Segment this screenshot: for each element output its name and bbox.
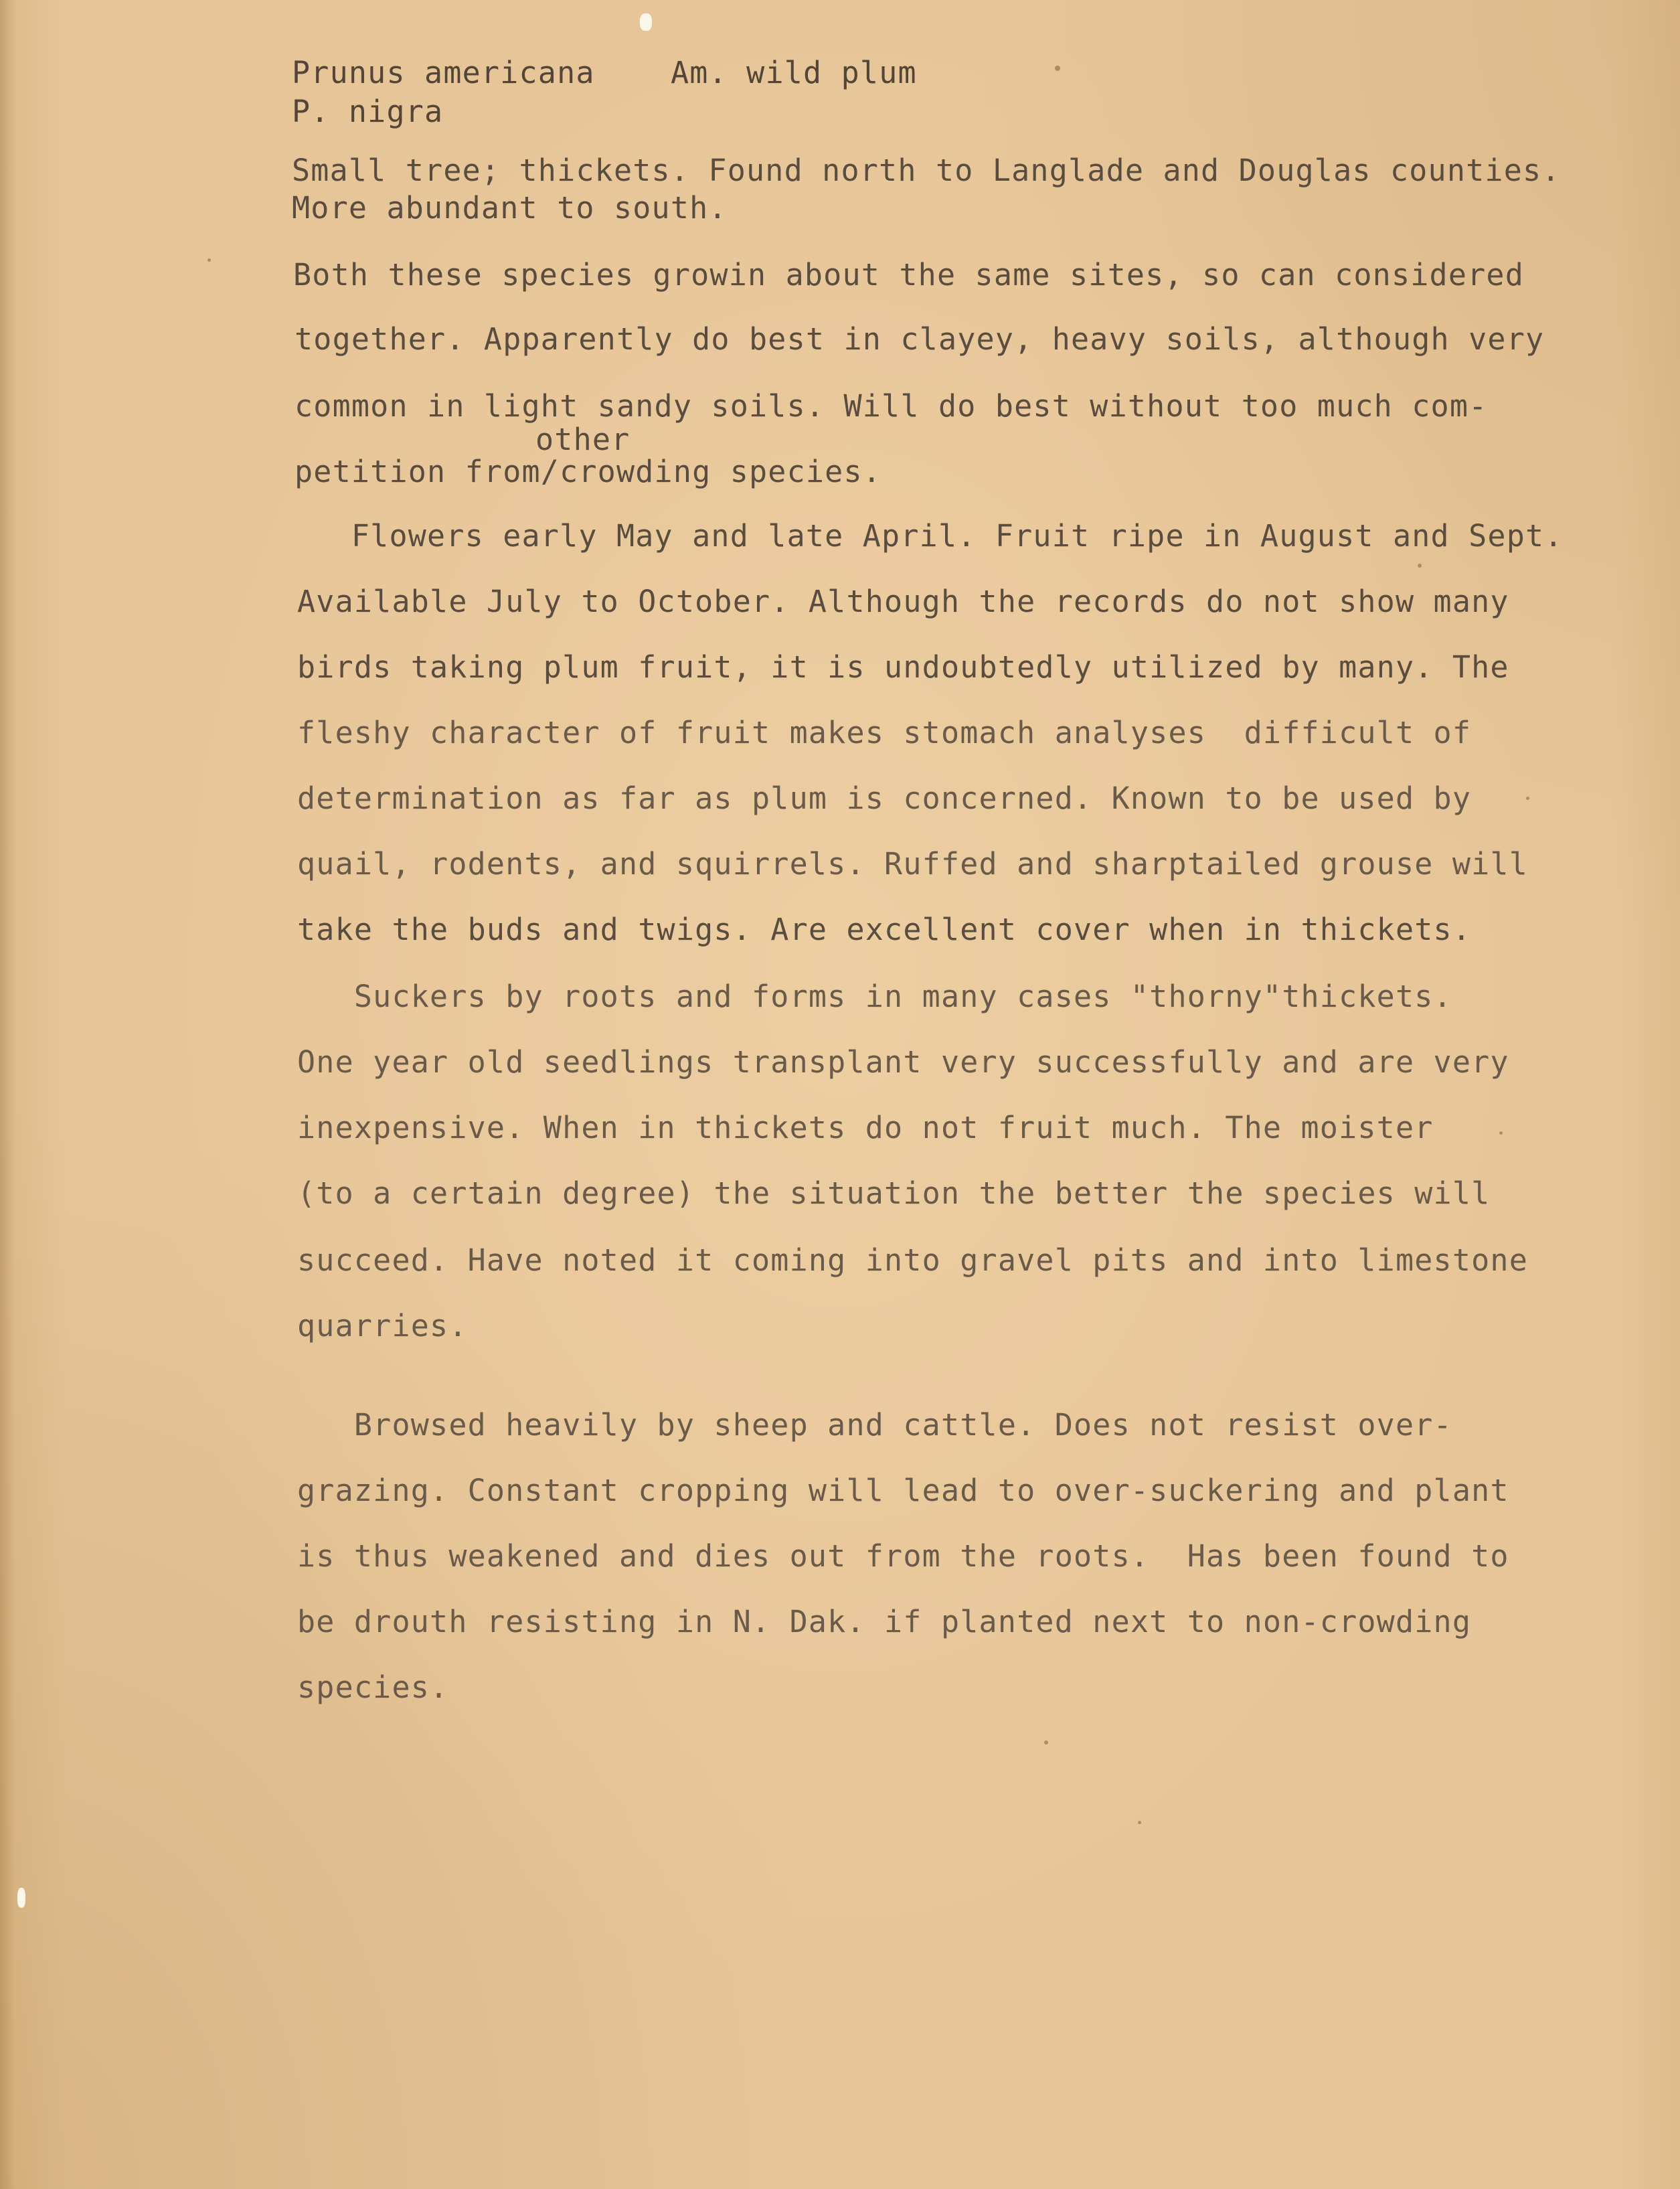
- heading-scientific-name: Prunus americana: [292, 55, 595, 90]
- paragraph-line: succeed. Have noted it coming into gravel pits and into limestone: [297, 1242, 1528, 1278]
- paragraph-line: together. Apparently do best in clayey, heavy soils, although very: [295, 321, 1545, 357]
- interlinear-insertion: other: [535, 422, 631, 457]
- intro-line: More abundant to south.: [292, 190, 728, 226]
- pinhole-mark: [640, 13, 652, 31]
- paper-speck: [1055, 66, 1060, 71]
- paragraph-line: (to a certain degree) the situation the better the species will: [297, 1175, 1491, 1211]
- paragraph-line: inexpensive. When in thickets do not fruit much. The moister: [297, 1110, 1434, 1145]
- paragraph-line: be drouth resisting in N. Dak. if planted next to non-crowding: [297, 1604, 1472, 1639]
- paragraph-line: grazing. Constant cropping will lead to over-suckering and plant: [297, 1473, 1509, 1508]
- paragraph-line: determination as far as plum is concerned. Known to be used by: [297, 781, 1472, 816]
- paper-speck: [207, 258, 211, 262]
- pinhole-mark: [17, 1888, 25, 1908]
- paragraph-line: quail, rodents, and squirrels. Ruffed and sharptailed grouse will: [297, 846, 1528, 882]
- paragraph-line: Flowers early May and late April. Fruit ripe in August and Sept.: [295, 518, 1564, 554]
- paper-speck: [1138, 1821, 1141, 1824]
- paragraph-line: take the buds and twigs. Are excellent cover when in thickets.: [297, 912, 1472, 947]
- paragraph-line: Available July to October. Although the records do not show many: [297, 584, 1509, 619]
- paragraph-line: One year old seedlings transplant very successfully and are very: [297, 1044, 1509, 1080]
- paper-speck: [1044, 1740, 1048, 1745]
- paragraph-line: Suckers by roots and forms in many cases "thorny"thickets.: [297, 979, 1452, 1014]
- paragraph-line: fleshy character of fruit makes stomach analyses difficult of: [297, 715, 1472, 750]
- heading-second-species: P. nigra: [292, 94, 444, 129]
- paragraph-line: Browsed heavily by sheep and cattle. Does not resist over-: [297, 1407, 1452, 1443]
- page-edge-shadow: [0, 0, 15, 2189]
- paragraph-line: quarries.: [297, 1308, 468, 1344]
- heading-common-name: Am. wild plum: [671, 55, 917, 90]
- paragraph-line: Both these species growin about the same sites, so can considered: [293, 257, 1524, 293]
- paragraph-line: petition from/crowding species.: [295, 454, 882, 489]
- paper-speck: [1526, 797, 1529, 800]
- paragraph-line: common in light sandy soils. Will do best without too much com-: [295, 388, 1488, 424]
- intro-line: Small tree; thickets. Found north to Langlade and Douglas counties.: [292, 153, 1561, 188]
- paper-speck: [1499, 1131, 1503, 1135]
- paragraph-line: species.: [297, 1670, 449, 1705]
- paragraph-line: birds taking plum fruit, it is undoubtedly utilized by many. The: [297, 649, 1509, 685]
- paper-speck: [1418, 564, 1422, 568]
- paragraph-line: is thus weakened and dies out from the roots. Has been found to: [297, 1538, 1509, 1574]
